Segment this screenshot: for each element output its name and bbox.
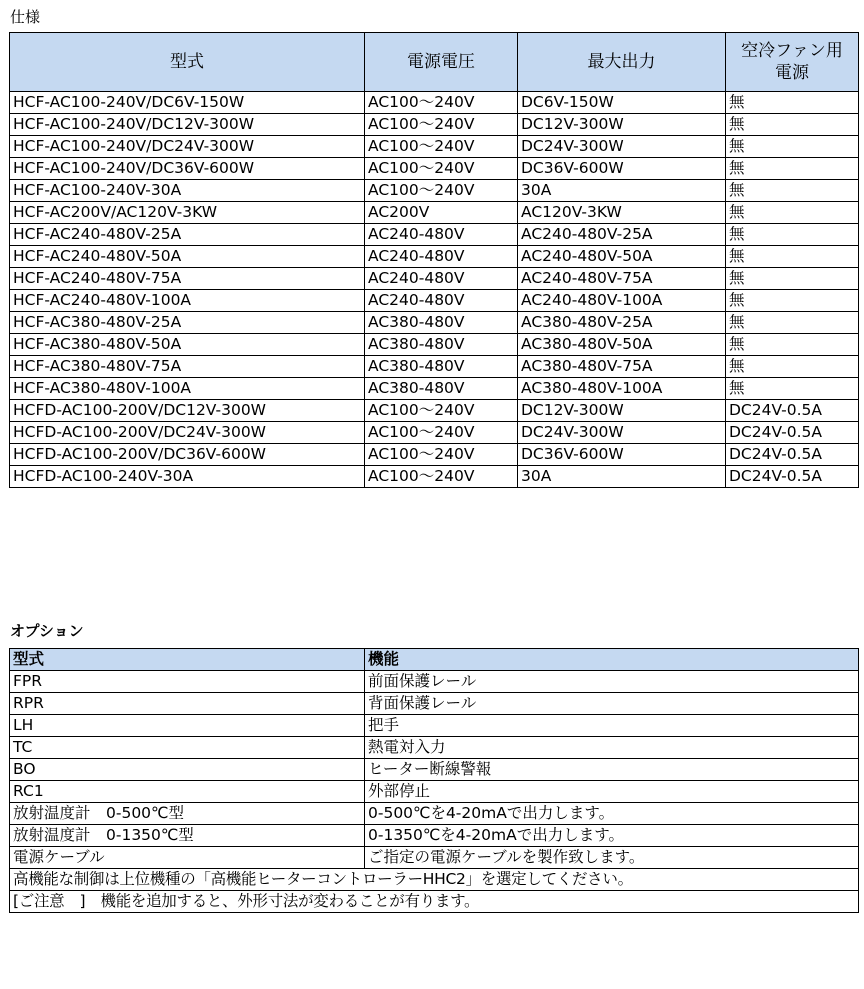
spec-row [10, 158, 859, 180]
option-header-model: 型式 [10, 649, 365, 671]
spec-row [10, 224, 859, 246]
spec-cell-voltage: AC100～240V [365, 136, 518, 158]
spec-cell-voltage: AC100～240V [365, 444, 518, 466]
spec-cell-model: HCF-AC100-240V-30A [10, 180, 365, 202]
option-row [10, 847, 859, 869]
spec-cell-voltage: AC380-480V [365, 378, 518, 400]
spec-cell-voltage: AC100～240V [365, 114, 518, 136]
spec-cell-model: HCF-AC380-480V-75A [10, 356, 365, 378]
spec-cell-voltage: AC240-480V [365, 224, 518, 246]
option-cell-function: 外部停止 [365, 781, 859, 803]
option-row [10, 737, 859, 759]
spec-cell-voltage: AC100～240V [365, 92, 518, 114]
spec-row [10, 400, 859, 422]
option-cell-model: 放射温度計 0-1350℃型 [10, 825, 365, 847]
option-table-body [10, 671, 859, 913]
spec-cell-fan-power: 無 [726, 136, 859, 158]
spec-cell-voltage: AC240-480V [365, 246, 518, 268]
spec-cell-voltage: AC100～240V [365, 158, 518, 180]
spec-cell-fan-power: 無 [726, 356, 859, 378]
spec-cell-model: HCF-AC380-480V-100A [10, 378, 365, 400]
spec-cell-max-output: AC380-480V-100A [518, 378, 726, 400]
spec-cell-max-output: AC380-480V-50A [518, 334, 726, 356]
option-note-row [10, 891, 859, 913]
option-row [10, 825, 859, 847]
spec-row [10, 202, 859, 224]
spec-cell-voltage: AC100～240V [365, 466, 518, 488]
spec-row [10, 466, 859, 488]
option-cell-function: 背面保護レール [365, 693, 859, 715]
spec-cell-fan-power: DC24V-0.5A [726, 422, 859, 444]
spec-cell-fan-power: 無 [726, 246, 859, 268]
spec-cell-fan-power: 無 [726, 114, 859, 136]
spec-cell-max-output: AC380-480V-25A [518, 312, 726, 334]
spec-row [10, 114, 859, 136]
option-note: [ご注意 ] 機能を追加すると、外形寸法が変わることが有ります。 [10, 891, 859, 913]
spec-header-voltage: 電源電圧 [365, 33, 518, 92]
option-cell-model: RC1 [10, 781, 365, 803]
spec-cell-model: HCF-AC240-480V-75A [10, 268, 365, 290]
spec-header-row [10, 33, 859, 92]
spec-cell-voltage: AC380-480V [365, 312, 518, 334]
option-cell-function: 熱電対入力 [365, 737, 859, 759]
spec-cell-fan-power: 無 [726, 224, 859, 246]
spec-cell-model: HCF-AC380-480V-50A [10, 334, 365, 356]
option-row [10, 781, 859, 803]
option-note: 高機能な制御は上位機種の「高機能ヒーターコントローラーHHC2」を選定してください。 [10, 869, 859, 891]
option-header-row [10, 649, 859, 671]
spec-cell-max-output: DC24V-300W [518, 422, 726, 444]
spec-cell-model: HCFD-AC100-200V/DC36V-600W [10, 444, 365, 466]
spec-cell-max-output: AC240-480V-100A [518, 290, 726, 312]
spec-cell-max-output: AC380-480V-75A [518, 356, 726, 378]
spec-cell-max-output: DC6V-150W [518, 92, 726, 114]
option-row [10, 759, 859, 781]
spec-cell-fan-power: 無 [726, 158, 859, 180]
option-cell-function: ご指定の電源ケーブルを製作致します。 [365, 847, 859, 869]
spec-cell-voltage: AC100～240V [365, 180, 518, 202]
spec-row [10, 356, 859, 378]
spec-cell-model: HCF-AC240-480V-50A [10, 246, 365, 268]
spec-section-title: 仕様 [10, 8, 41, 26]
spec-table [9, 32, 859, 488]
spec-cell-max-output: DC36V-600W [518, 444, 726, 466]
spec-cell-max-output: AC240-480V-50A [518, 246, 726, 268]
option-cell-function: 0-500℃を4-20mAで出力します。 [365, 803, 859, 825]
spec-cell-max-output: AC240-480V-25A [518, 224, 726, 246]
spec-cell-model: HCF-AC200V/AC120V-3KW [10, 202, 365, 224]
spec-header-max-output: 最大出力 [518, 33, 726, 92]
spec-cell-fan-power: DC24V-0.5A [726, 466, 859, 488]
spec-cell-fan-power: 無 [726, 180, 859, 202]
spec-cell-max-output: DC12V-300W [518, 114, 726, 136]
spec-cell-voltage: AC240-480V [365, 290, 518, 312]
spec-row [10, 92, 859, 114]
spec-row [10, 312, 859, 334]
option-section-title: オプション [10, 622, 84, 640]
spec-cell-max-output: 30A [518, 180, 726, 202]
spec-cell-fan-power: 無 [726, 290, 859, 312]
spec-cell-model: HCF-AC100-240V/DC6V-150W [10, 92, 365, 114]
option-cell-function: 前面保護レール [365, 671, 859, 693]
option-cell-function: ヒーター断線警報 [365, 759, 859, 781]
option-cell-model: FPR [10, 671, 365, 693]
option-cell-function: 把手 [365, 715, 859, 737]
spec-cell-model: HCF-AC380-480V-25A [10, 312, 365, 334]
spec-row [10, 290, 859, 312]
spec-cell-model: HCFD-AC100-240V-30A [10, 466, 365, 488]
spec-cell-max-output: DC12V-300W [518, 400, 726, 422]
option-table [9, 648, 859, 913]
spec-cell-fan-power: 無 [726, 268, 859, 290]
spec-cell-model: HCF-AC240-480V-100A [10, 290, 365, 312]
spec-cell-max-output: 30A [518, 466, 726, 488]
spec-cell-max-output: AC120V-3KW [518, 202, 726, 224]
spec-row [10, 268, 859, 290]
spec-cell-voltage: AC380-480V [365, 356, 518, 378]
spec-row [10, 180, 859, 202]
spec-cell-max-output: DC24V-300W [518, 136, 726, 158]
spec-cell-max-output: DC36V-600W [518, 158, 726, 180]
option-cell-model: BO [10, 759, 365, 781]
spec-cell-fan-power: 無 [726, 202, 859, 224]
option-note-row [10, 869, 859, 891]
option-cell-function: 0-1350℃を4-20mAで出力します。 [365, 825, 859, 847]
spec-row [10, 246, 859, 268]
spec-row [10, 136, 859, 158]
spec-cell-model: HCF-AC240-480V-25A [10, 224, 365, 246]
spec-cell-fan-power: 無 [726, 92, 859, 114]
spec-cell-model: HCF-AC100-240V/DC24V-300W [10, 136, 365, 158]
spec-header-model: 型式 [10, 33, 365, 92]
spec-cell-model: HCF-AC100-240V/DC12V-300W [10, 114, 365, 136]
option-cell-model: 放射温度計 0-500℃型 [10, 803, 365, 825]
spec-cell-fan-power: 無 [726, 312, 859, 334]
spec-cell-voltage: AC200V [365, 202, 518, 224]
spec-cell-fan-power: 無 [726, 334, 859, 356]
spec-cell-voltage: AC100～240V [365, 422, 518, 444]
spec-row [10, 378, 859, 400]
spec-table-body [10, 92, 859, 488]
spec-cell-fan-power: 無 [726, 378, 859, 400]
spec-row [10, 422, 859, 444]
spec-cell-voltage: AC240-480V [365, 268, 518, 290]
option-cell-model: RPR [10, 693, 365, 715]
option-header-function: 機能 [365, 649, 859, 671]
spec-cell-max-output: AC240-480V-75A [518, 268, 726, 290]
spec-cell-voltage: AC100～240V [365, 400, 518, 422]
option-row [10, 671, 859, 693]
spec-cell-fan-power: DC24V-0.5A [726, 400, 859, 422]
option-row [10, 693, 859, 715]
spec-cell-model: HCF-AC100-240V/DC36V-600W [10, 158, 365, 180]
spec-cell-fan-power: DC24V-0.5A [726, 444, 859, 466]
spec-header-fan-power: 空冷ファン用 電源 [726, 33, 859, 92]
option-cell-model: 電源ケーブル [10, 847, 365, 869]
option-row [10, 715, 859, 737]
spec-cell-model: HCFD-AC100-200V/DC12V-300W [10, 400, 365, 422]
spec-cell-voltage: AC380-480V [365, 334, 518, 356]
option-cell-model: LH [10, 715, 365, 737]
spec-row [10, 334, 859, 356]
spec-cell-model: HCFD-AC100-200V/DC24V-300W [10, 422, 365, 444]
spec-row [10, 444, 859, 466]
option-row [10, 803, 859, 825]
option-cell-model: TC [10, 737, 365, 759]
